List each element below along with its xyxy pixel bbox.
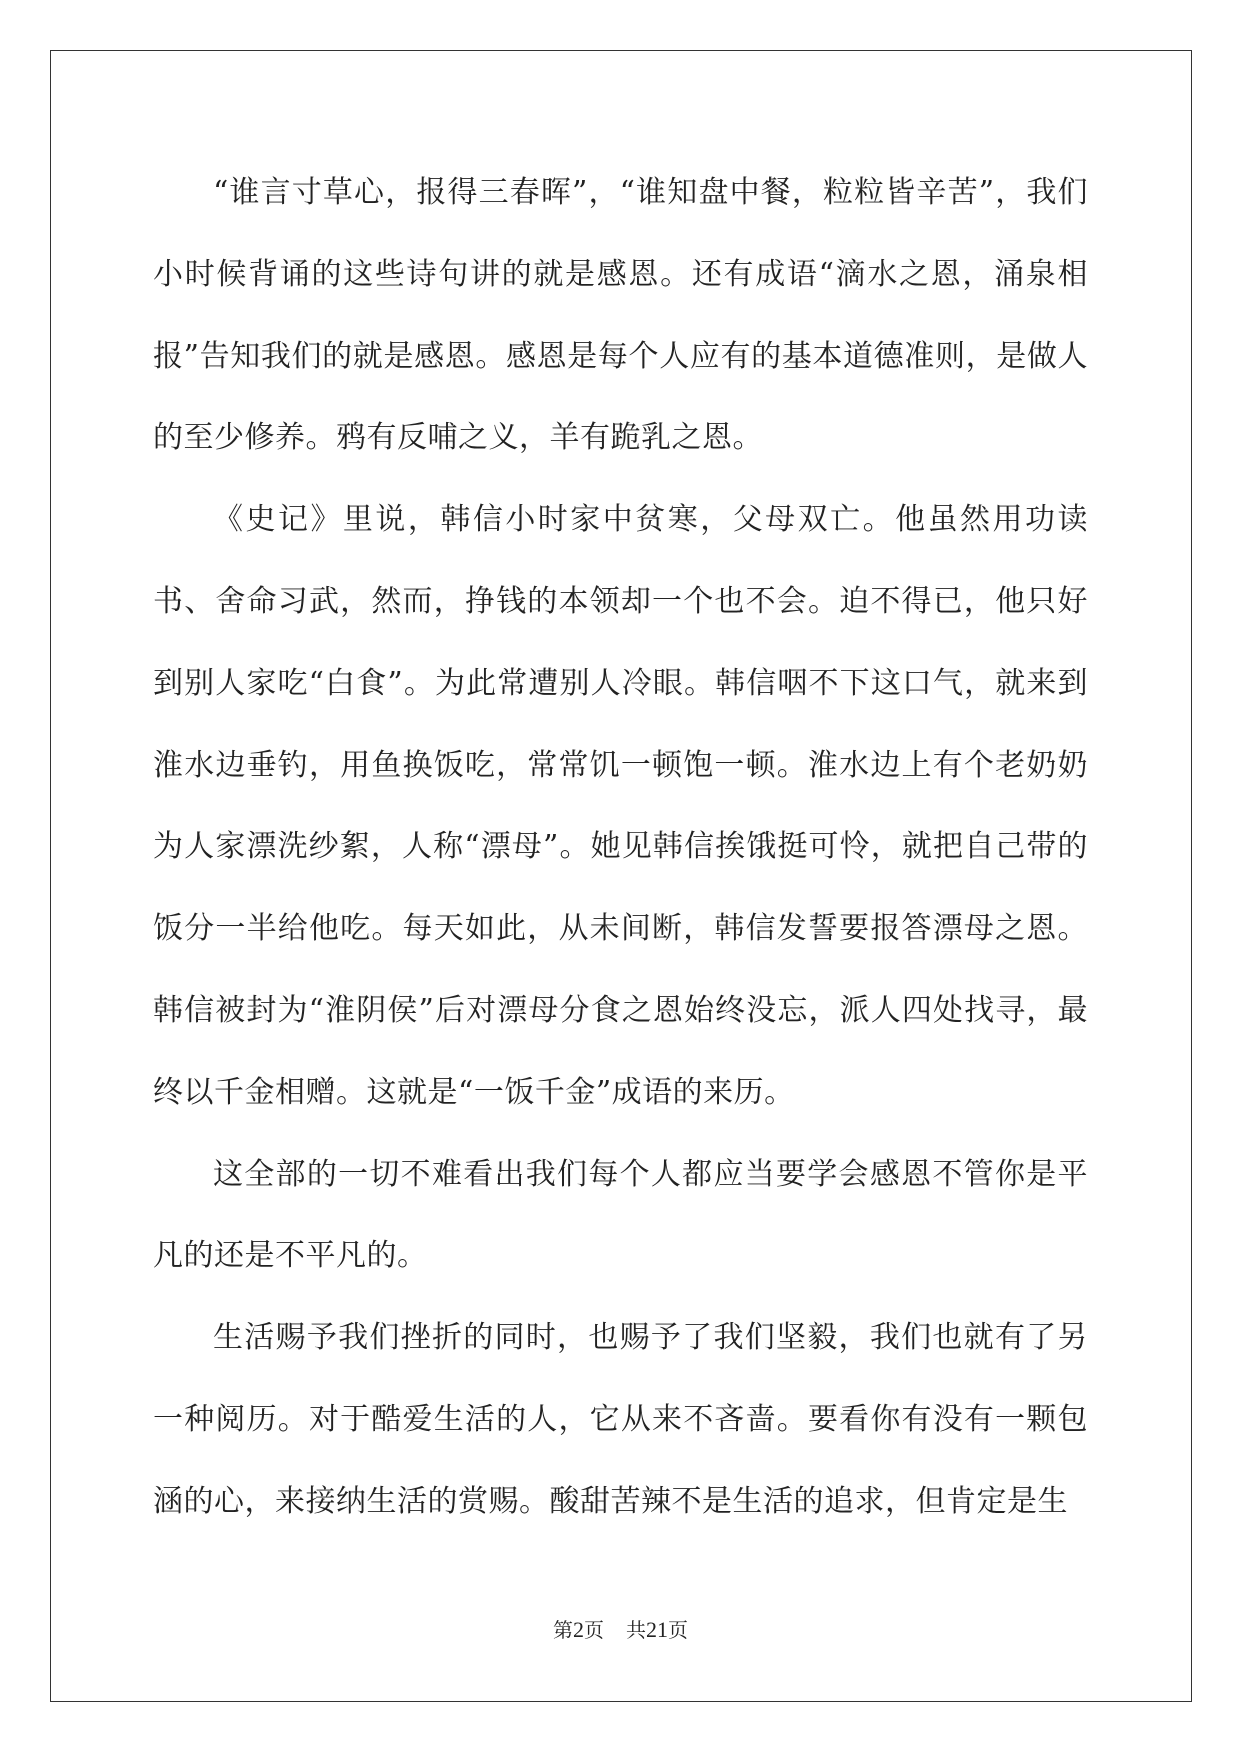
total-suffix: 页 (668, 1618, 688, 1642)
page-prefix: 第 (553, 1618, 573, 1642)
total-pages: 21 (646, 1617, 668, 1642)
paragraph-3: 这全部的一切不难看出我们每个人都应当要学会感恩不管你是平凡的还是不平凡的。 (153, 1156, 1088, 1274)
total-prefix: 共 (626, 1618, 646, 1642)
paragraph-4: 生活赐予我们挫折的同时，也赐予了我们坚毅，我们也就有了另一种阅历。对于酷爱生活的人，它从来不吝啬。要看你有没有一颗包涵的心，来接纳生活的赏赐。酸甜苦辣不是生活的追求，但肯定是生 (153, 1320, 1088, 1519)
page-suffix: 页 (584, 1618, 604, 1642)
document-body (153, 152, 1088, 1543)
page-footer (0, 1614, 1241, 1643)
page-number: 2 (573, 1617, 584, 1642)
paragraph-2: 《史记》里说，韩信小时家中贫寒，父母双亡。他虽然用功读书、舍命习武，然而，挣钱的本领却一个也不会。迫不得已，他只好到别人家吃“白食”。为此常遭别人冷眼。韩信咽不下这口气，就来到淮水边垂钓，用鱼换饭吃，常常饥一顿饱一顿。淮水边上有个老奶奶为人家漂洗纱絮，人称“漂母”。她见韩信挨饿挺可怜，就把自己带的饭分一半给他吃。每天如此，从未间断，韩信发誓要报答漂母之恩。韩信被封为“淮阴侯”后对漂母分食之恩始终没忘，派人四处找寻，最终以千金相赠。这就是“一饭千金”成语的来历。 (153, 502, 1088, 1110)
paragraph-1: “谁言寸草心，报得三春晖”，“谁知盘中餐，粒粒皆辛苦”，我们小时候背诵的这些诗句讲的就是感恩。还有成语“滴水之恩，涌泉相报”告知我们的就是感恩。感恩是每个人应有的基本道德准则，是做人的至少修养。鸦有反哺之义，羊有跪乳之恩。 (153, 175, 1088, 456)
